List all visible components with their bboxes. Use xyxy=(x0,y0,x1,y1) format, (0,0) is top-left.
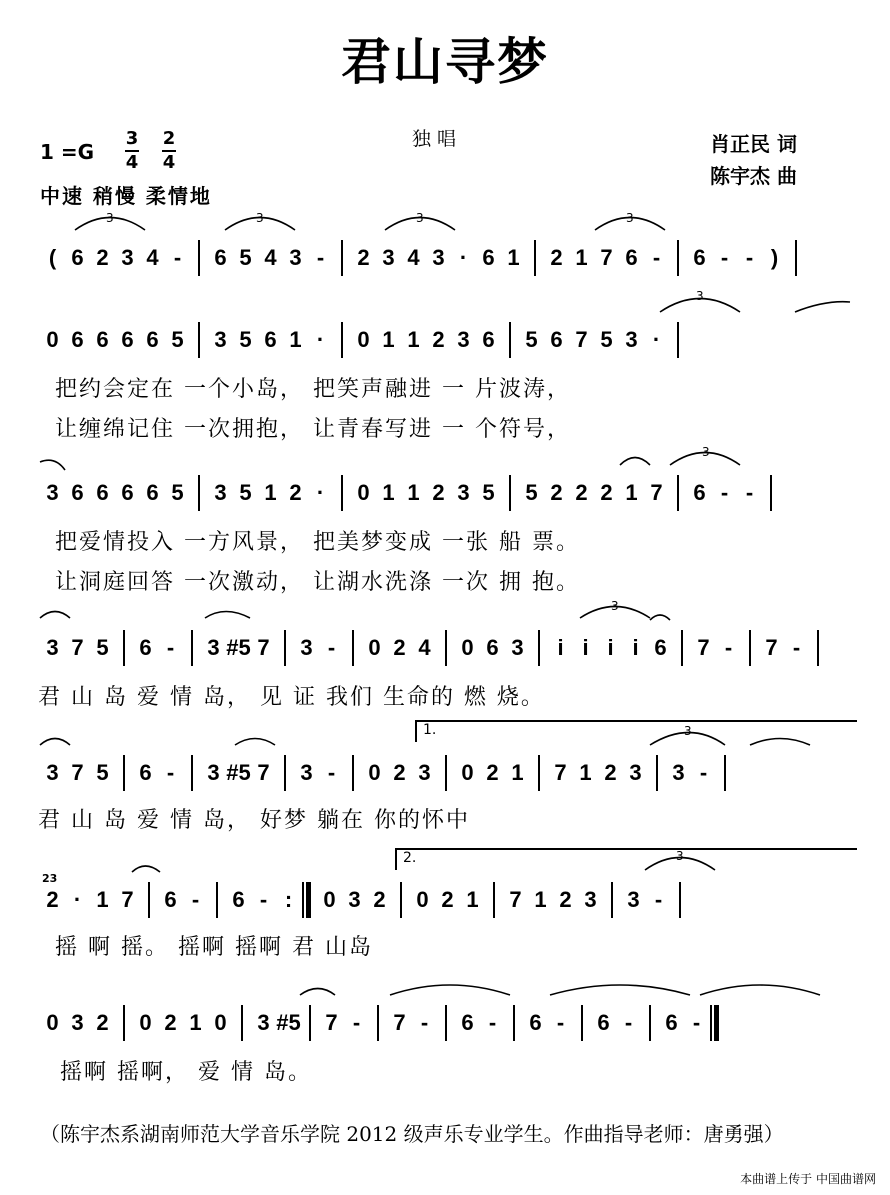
lyrics-row-4: 君 山 岛 爱 情 岛， 见 证 我们 生命的 燃 烧。 xyxy=(38,685,545,710)
notation-row-6: 2 · 1 7 6 - 6 - : 0 3 2 0 2 1 7 1 2 3 3 - xyxy=(40,882,689,918)
time-signature-3-4: 3 4 xyxy=(125,128,139,173)
slur-arc xyxy=(235,739,275,746)
time-signature-2-4: 2 4 xyxy=(162,128,176,173)
svg-text:3: 3 xyxy=(676,849,684,863)
tempo-marking: 中速 稍慢 柔情地 xyxy=(40,184,212,208)
volta-2-label: 2. xyxy=(403,850,417,866)
lyrics-row-2-verse-1: 把约会定在 一个小岛， 把笑声融进 一 片波涛， xyxy=(55,377,571,402)
notation-row-5: 3 7 5 6 - 3 #5 7 3 - 0 2 3 0 2 1 7 1 2 3 3 - xyxy=(40,755,734,791)
notation-row-3: 3 6 6 6 6 5 3 5 1 2 · 0 1 1 2 3 5 5 2 2 2 1 7 6 - - xyxy=(40,475,780,511)
tie-arc xyxy=(795,302,850,312)
performance-type: 独 唱 xyxy=(412,128,457,150)
svg-text:3: 3 xyxy=(696,289,704,303)
key-signature: 1 =G xyxy=(40,140,95,164)
lyrics-row-2-verse-2: 让缠绵记住 一次拥抱， 让青春写进 一 个符号， xyxy=(55,417,571,442)
notation-row-2: 0 6 6 6 6 5 3 5 6 1 · 0 1 1 2 3 6 5 6 7 5 3 · xyxy=(40,322,687,358)
slur-arc xyxy=(390,985,510,995)
notation-row-4: 3 7 5 6 - 3 #5 7 3 - 0 2 4 0 6 3 i i i i 6 7 - 7 - xyxy=(40,630,827,666)
svg-text:3: 3 xyxy=(611,599,619,613)
slur-arc xyxy=(205,612,250,619)
svg-text:3: 3 xyxy=(684,724,692,738)
footnote: （陈宇杰系湖南师范大学音乐学院 2012 级声乐专业学生。作曲指导老师：唐勇强） xyxy=(40,1122,784,1146)
lyrics-row-5: 君 山 岛 爱 情 岛， 好梦 躺在 你的怀中 xyxy=(38,808,470,833)
lyrics-row-6: 摇 啊 摇。 摇啊 摇啊 君 山岛 xyxy=(55,935,373,960)
svg-text:3: 3 xyxy=(256,211,264,225)
slur-arc xyxy=(700,985,820,995)
lyrics-row-3-verse-2: 让洞庭回答 一次激动， 让湖水洗涤 一次 拥 抱。 xyxy=(55,570,580,595)
composer: 陈宇杰 曲 xyxy=(710,164,797,188)
lyricist: 肖正民 词 xyxy=(710,132,797,156)
tie-arc xyxy=(40,460,65,470)
slur-arc xyxy=(550,985,690,995)
slur-arc xyxy=(650,615,670,620)
svg-text:3: 3 xyxy=(626,211,634,225)
notation-row-1: ( 6 2 3 4 - 6 5 4 3 - 2 3 4 3 · 6 1 2 1 7 6 - 6 - - ) xyxy=(40,240,805,276)
volta-1-label: 1. xyxy=(423,722,437,738)
slur-arc xyxy=(40,739,70,746)
song-title: 君山寻梦 xyxy=(341,33,549,91)
svg-text:3: 3 xyxy=(702,445,710,459)
site-credit[interactable]: 本曲谱上传于 中国曲谱网 xyxy=(740,1172,876,1186)
slur-arc xyxy=(750,739,810,746)
lyrics-row-3-verse-1: 把爱情投入 一方风景， 把美梦变成 一张 船 票。 xyxy=(55,530,580,555)
section-marker: 23 xyxy=(42,872,58,885)
slur-arc xyxy=(132,866,160,872)
svg-text:3: 3 xyxy=(106,211,114,225)
slur-arc xyxy=(620,458,650,466)
svg-text:3: 3 xyxy=(416,211,424,225)
lyrics-row-7: 摇啊 摇啊， 爱 情 岛。 xyxy=(60,1060,312,1085)
slur-arc xyxy=(40,612,70,619)
notation-row-7: 0 3 2 0 2 1 0 3 #5 7 - 7 - 6 - 6 - 6 - 6 - xyxy=(40,1005,725,1041)
slur-arc xyxy=(300,989,335,996)
